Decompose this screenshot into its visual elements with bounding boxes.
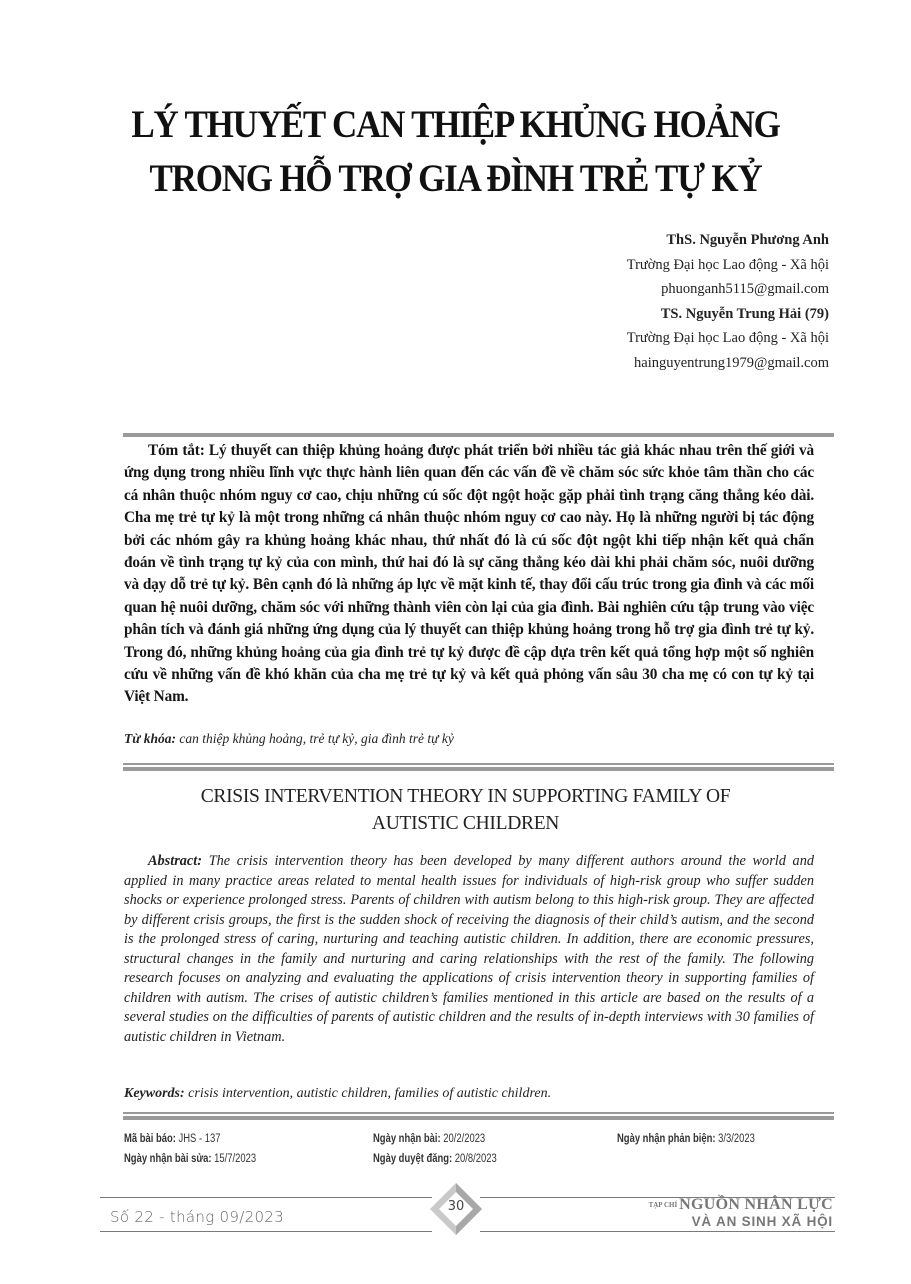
- article-title-line-2: TRONG HỖ TRỢ GIA ĐÌNH TRẺ TỰ KỶ: [149, 156, 762, 200]
- received-date-value: 20/2/2023: [443, 1133, 486, 1145]
- author-name: TS. Nguyễn Trung Hải (79): [660, 305, 829, 322]
- section-divider: [123, 763, 834, 765]
- journal-logo: [649, 1196, 833, 1229]
- keywords-vietnamese: [124, 731, 454, 747]
- abstract-en-text: The crisis intervention theory has been developed by many different authors around the world and applied in many practice areas related to mental health issues for individuals of high-risk group who suffer sudden shocks or experience prolonged stress. Parents of children with autism belong to this high-risk group. They are affected by different crisis groups, the first is the sudden shock of receiving the diagnosis of their child’s autism, and the second is the prolonged stress of caring, nurturing and teaching autistic children. In addition, there are economic pressures, structural changes in the family and nurturing and caring relationships with the rest of the family. The following research focuses on analyzing and evaluating the applications of crisis intervention theory in supporting families of children with autism. The crises of autistic children’s families mentioned in this article are based on the results of a several studies on the difficulties of parents of autistic children and the results of in-depth interviews with 30 families of autistic children in Vietnam.: [124, 853, 814, 1045]
- abstract-english: [124, 852, 814, 1047]
- section-divider: [123, 1112, 834, 1114]
- revised-date-label: Ngày nhận bài sửa:: [124, 1153, 212, 1165]
- author-affiliation: Trường Đại học Lao động - Xã hội: [626, 330, 829, 346]
- journal-name-line-2: VÀ AN SINH XÃ HỘI: [691, 1214, 833, 1229]
- abstract-en-label: Abstract:: [148, 853, 203, 869]
- article-code-label: Mã bài báo:: [124, 1133, 176, 1145]
- keywords-vi-text: can thiệp khủng hoảng, trẻ tự kỷ, gia đình trẻ tự kỷ: [179, 731, 454, 746]
- footer-rule: [100, 1231, 432, 1232]
- revised-date: [124, 1153, 256, 1165]
- footer-rule: [100, 1197, 432, 1198]
- accepted-date: [373, 1153, 497, 1165]
- abstract-vietnamese: [124, 440, 814, 709]
- abstract-vi-text: Lý thuyết can thiệp khủng hoảng được phát triển bởi nhiều tác giả khác nhau trên thế giới và ứng dụng trong nhiều lĩnh vực thực hành liên quan đến các vấn đề về chăm sóc sức khỏe tâm thần cho các cá nhân thuộc nhóm nguy cơ cao, chịu những cú sốc đột ngột hoặc gặp phải tình trạng căng thẳng kéo dài. Cha mẹ trẻ tự kỷ là một trong những cá nhân thuộc nhóm nguy cơ cao này. Họ là những người bị tác động bởi các nhóm gây ra khủng hoảng khác nhau, thứ nhất đó là cú sốc đột ngột khi tiếp nhận kết quả chẩn đoán về tình trạng tự kỷ của con mình, thứ hai đó là sự căng thẳng kéo dài khi phải chăm sóc, nuôi dưỡng và dạy dỗ trẻ tự kỷ. Bên cạnh đó là những áp lực về mặt kinh tế, thay đổi cấu trúc trong gia đình và các mối quan hệ nuôi dưỡng, chăm sóc với những thành viên còn lại của gia đình. Bài nghiên cứu tập trung vào việc phân tích và đánh giá những ứng dụng của lý thuyết can thiệp khủng hoảng trong hỗ trợ gia đình trẻ tự kỷ. Trong đó, những khủng hoảng của gia đình trẻ tự kỷ được đề cập dựa trên kết quả tổng hợp một số nghiên cứu về những vấn đề khó khăn của cha mẹ trẻ tự kỷ và kết quả phỏng vấn sâu 30 cha mẹ có con tự kỷ tại Việt Nam.: [124, 442, 814, 706]
- article-code: [124, 1133, 220, 1145]
- accepted-date-value: 20/8/2023: [454, 1153, 497, 1165]
- english-title-line-2: AUTISTIC CHILDREN: [371, 813, 560, 834]
- review-date-label: Ngày nhận phản biện:: [617, 1133, 716, 1145]
- english-title-line-1: CRISIS INTERVENTION THEORY IN SUPPORTING FAMILY OF: [200, 786, 731, 807]
- revised-date-value: 15/7/2023: [214, 1153, 257, 1165]
- review-date-value: 3/3/2023: [718, 1133, 755, 1145]
- section-divider: [123, 767, 834, 771]
- abstract-vi-label: Tóm tắt:: [148, 442, 205, 459]
- article-title-line-1: LÝ THUYẾT CAN THIỆP KHỦNG HOẢNG: [131, 102, 780, 147]
- received-date-label: Ngày nhận bài:: [373, 1133, 441, 1145]
- keywords-en-text: crisis intervention, autistic children, families of autistic children.: [188, 1086, 552, 1101]
- page-number: 30: [447, 1199, 465, 1214]
- author-email: hainguyentrung1979@gmail.com: [634, 354, 829, 371]
- author-email: phuonganh5115@gmail.com: [661, 281, 829, 297]
- author-affiliation: Trường Đại học Lao động - Xã hội: [626, 256, 829, 273]
- accepted-date-label: Ngày duyệt đăng:: [373, 1153, 453, 1165]
- author-name: ThS. Nguyễn Phương Anh: [666, 232, 829, 248]
- author-block: [627, 228, 829, 375]
- section-divider: [123, 1116, 834, 1120]
- journal-prefix: TẠP CHÍ: [648, 1201, 678, 1209]
- english-title: [110, 783, 821, 837]
- footer-rule: [480, 1231, 835, 1232]
- journal-name-line-1: NGUỒN NHÂN LỰC: [679, 1196, 833, 1213]
- article-code-value: JHS - 137: [178, 1133, 221, 1145]
- section-divider: [123, 433, 834, 437]
- keywords-vi-label: Từ khóa:: [124, 731, 176, 746]
- issue-label: Số 22 - tháng 09/2023: [110, 1208, 284, 1226]
- received-date: [373, 1133, 485, 1145]
- article-title: [100, 98, 811, 206]
- review-date: [617, 1133, 755, 1145]
- keywords-en-label: Keywords:: [124, 1086, 185, 1101]
- keywords-english: [124, 1086, 551, 1102]
